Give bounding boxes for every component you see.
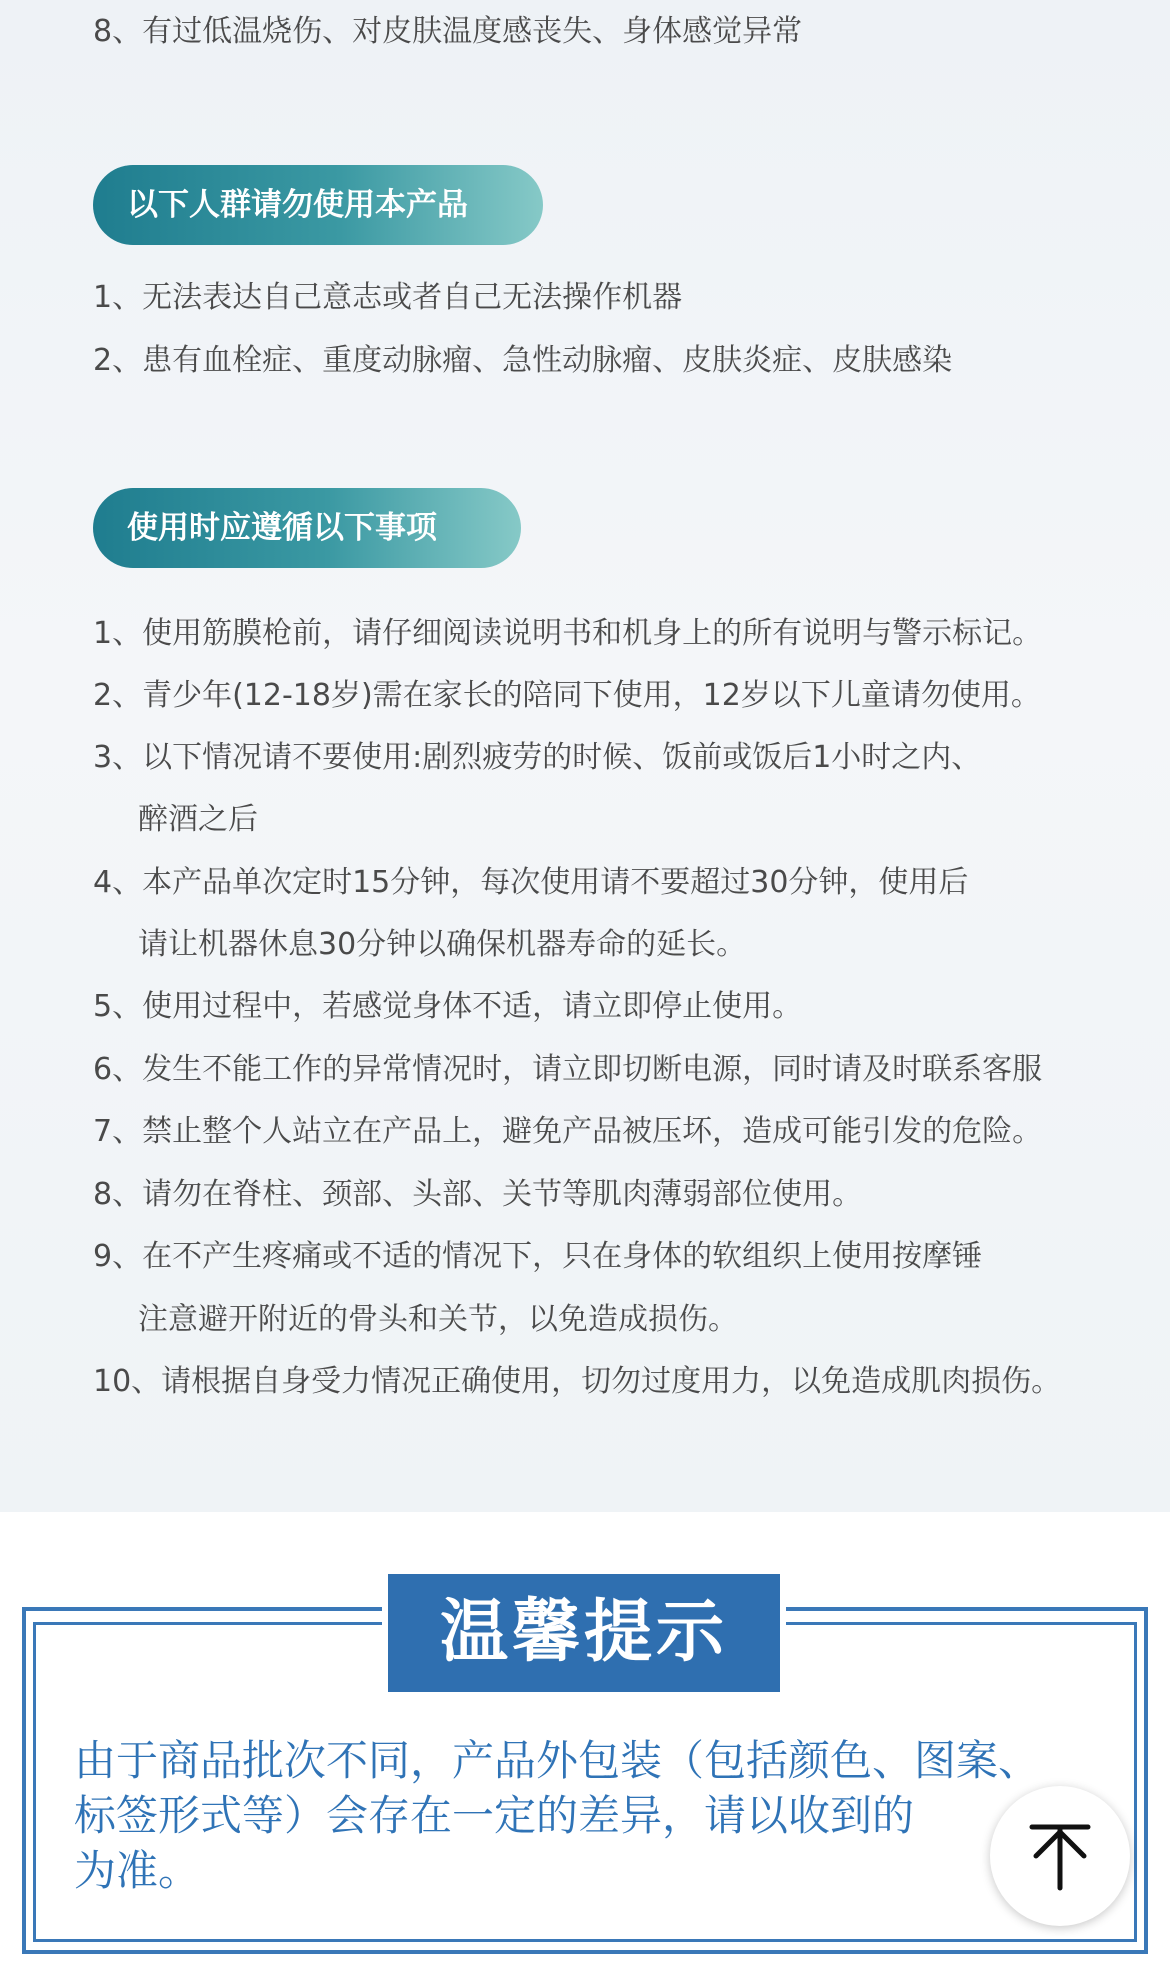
prohibited-item: 2、患有血栓症、重度动脉瘤、急性动脉瘤、皮肤炎症、皮肤感染 — [93, 343, 953, 378]
usage-rule-line: 6、发生不能工作的异常情况时，请立即切断电源，同时请及时联系客服 — [93, 1052, 1043, 1087]
usage-rule-line: 5、使用过程中，若感觉身体不适，请立即停止使用。 — [93, 989, 803, 1024]
usage-rule-line: 7、禁止整个人站立在产品上，避免产品被压坏，造成可能引发的危险。 — [93, 1114, 1043, 1149]
back-to-top-button[interactable] — [990, 1786, 1130, 1926]
prohibited-item: 1、无法表达自己意志或者自己无法操作机器 — [93, 280, 683, 315]
usage-rule-line: 1、使用筋膜枪前，请仔细阅读说明书和机身上的所有说明与警示标记。 — [93, 616, 1043, 651]
notice-text-line: 标签形式等）会存在一定的差异，请以收到的 — [74, 1791, 915, 1840]
usage-rule-line: 注意避开附近的骨头和关节，以免造成损伤。 — [138, 1302, 738, 1337]
usage-rule-line: 2、青少年(12-18岁)需在家长的陪同下使用，12岁以下儿童请勿使用。 — [93, 678, 1041, 713]
usage-rule-line: 醉酒之后 — [138, 802, 258, 837]
prohibited-users-heading: 以下人群请勿使用本产品 — [93, 165, 543, 245]
usage-rule-line: 9、在不产生疼痛或不适的情况下，只在身体的软组织上使用按摩锤 — [93, 1239, 983, 1274]
notice-title: 温馨提示 — [388, 1574, 780, 1692]
notice-text-line: 为准。 — [74, 1846, 201, 1895]
intro-list-item: 8、有过低温烧伤、对皮肤温度感丧失、身体感觉异常 — [93, 14, 803, 49]
usage-rule-line: 10、请根据自身受力情况正确使用，切勿过度用力，以免造成肌肉损伤。 — [93, 1364, 1062, 1399]
usage-rules-heading: 使用时应遵循以下事项 — [93, 488, 521, 568]
usage-rule-line: 8、请勿在脊柱、颈部、头部、关节等肌肉薄弱部位使用。 — [93, 1177, 863, 1212]
notice-text-line: 由于商品批次不同，产品外包装（包括颜色、图案、 — [74, 1736, 1041, 1785]
usage-rule-line: 4、本产品单次定时15分钟，每次使用请不要超过30分钟，使用后 — [93, 865, 969, 900]
usage-rule-line: 3、以下情况请不要使用:剧烈疲劳的时候、饭前或饭后1小时之内、 — [93, 740, 982, 775]
usage-rule-line: 请让机器休息30分钟以确保机器寿命的延长。 — [138, 927, 747, 962]
arrow-up-icon — [1024, 1820, 1096, 1892]
